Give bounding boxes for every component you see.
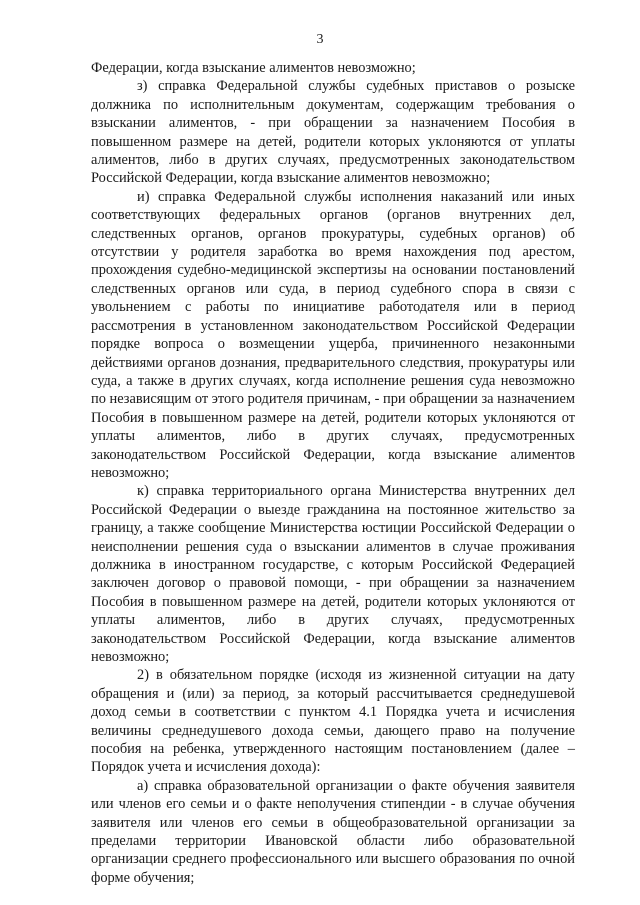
page-number: 3 xyxy=(316,32,324,47)
paragraph-continuation: Федерации, когда взыскание алиментов невозможно; xyxy=(91,60,416,76)
paragraph-item-k: к) справка территориального органа Министерства внутренних дел Российской Федерации о выезде гражданина на постоянное жительство за границу, а также сообщение Министерства юстиции Российской Федерации о неисполнении решения суда о взыскании алиментов в случае проживания должника в иностранном государстве, с которым Российской Федерацией заключен договор о правовой помощи, - при обращении за назначением Пособия в повышенном размере на детей, родители которых уклоняются от уплаты алиментов, либо в других случаях, предусмотренных законодательством Российской Федерации, когда взыскание алиментов невозможно; xyxy=(91,483,575,665)
paragraph-item-i: и) справка Федеральной службы исполнения наказаний или иных соответствующих федеральных органов (органов внутренних дел, следственных органов, органов прокуратуры, судебных органов) об отсутствии у родителя заработка во время нахождения под арестом, прохождения судебно-медицинской экспертизы на основании постановлений следственных органов или суда, в период судебного спора в связи с увольнением с работы по инициативе работодателя или в период рассмотрения в установленном законодательством Российской Федерации порядке вопроса о возмещении ущерба, причиненного незаконными действиями органов дознания, предварительного следствия, прокуратуры или суда, а также в других случаях, когда исполнение решения суда невозможно по независящим от этого родителя причинам, - при обращении за назначением Пособия в повышенном размере на детей, родители которых уклоняются от уплаты алиментов, либо в других случаях, предусмотренных законодательством Российской Федерации, когда взыскание алиментов невозможно; xyxy=(91,188,575,481)
document-body xyxy=(91,59,575,887)
paragraph-item-z: з) справка Федеральной службы судебных приставов о розыске должника по исполнительным документам, содержащим требования о взыскании алиментов, - при обращении за назначением Пособия в повышенном размере на детей, родители которых уклоняются от уплаты алиментов, либо в других случаях, предусмотренных законодательством Российской Федерации, когда взыскание алиментов невозможно; xyxy=(91,78,575,187)
paragraph-item-2: 2) в обязательном порядке (исходя из жизненной ситуации на дату обращения и (или) за период, за который рассчитывается среднедушевой доход семьи в соответствии с пунктом 4.1 Порядка учета и исчисления величины среднедушевого дохода семьи, дающего право на получение пособия на ребенка, утвержденного настоящим постановлением (далее – Порядок учета и исчисления дохода): xyxy=(91,667,575,776)
paragraph-item-a: а) справка образовательной организации о факте обучения заявителя или членов его семьи и о факте неполучения стипендии - в случае обучения заявителя или членов его семьи в общеобразовательной организации за пределами территории Ивановской области либо образовательной организации среднего профессионального или высшего образования по очной форме обучения; xyxy=(91,777,575,886)
